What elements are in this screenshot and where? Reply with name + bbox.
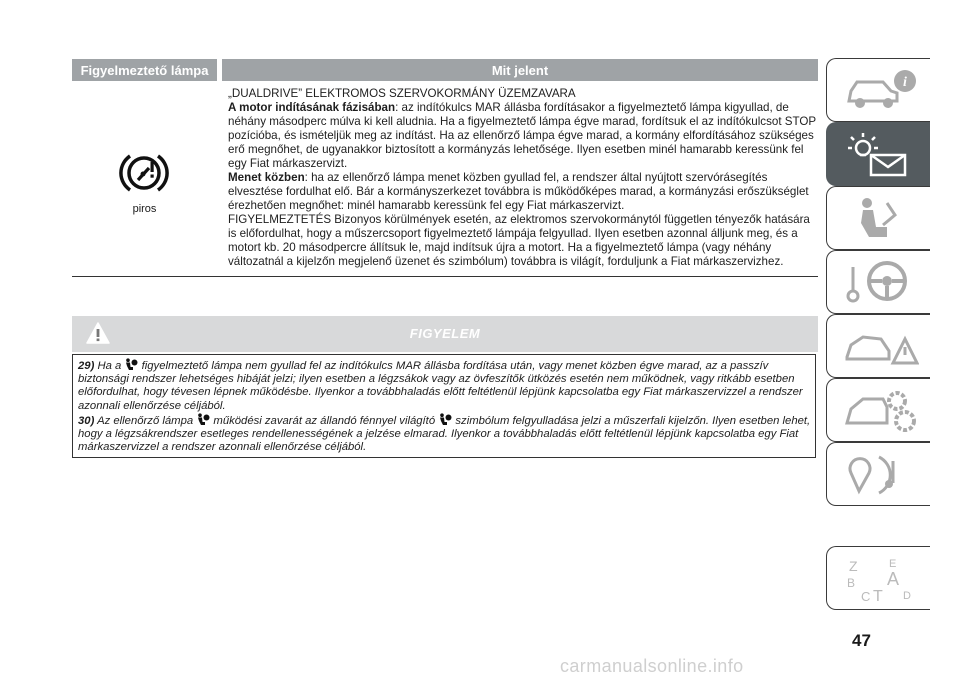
tab-multimedia[interactable]: [826, 442, 930, 506]
car-accident-icon: [843, 323, 919, 371]
index-letter: A: [887, 569, 900, 589]
note-text: Ha a: [97, 360, 122, 372]
warning-light-message-icon: [843, 131, 919, 179]
table-row: [72, 84, 818, 276]
car-maintenance-gears-icon: [843, 387, 919, 435]
tab-starting-driving[interactable]: [826, 250, 930, 314]
paragraph-notice: FIGYELMEZTETÉS Bizonyos körülmények esetén, az elektromos szervokormánytól független tényezők hatására is előfordulhat, hogy a műszercsoport figyelmeztető lámpája felgyullad. Ilyen esetben azonnal álljunk meg, és a motort kb. 20 másodpercre állítsuk le, majd indítsuk újra a motort. Ha a figyelmeztető lámpa (vagy néhány változatnál a kijelzőn megjelenő üzenet és szimbólum) továbbra is világít, forduljunk a Fiat márkaszervizhez.: [228, 213, 810, 268]
meaning-cell: [222, 84, 818, 276]
seat-airbag-icon: [843, 195, 919, 243]
tab-emergency[interactable]: [826, 314, 930, 378]
index-letter: C: [861, 589, 871, 603]
warning-title: FIGYELEM: [409, 326, 481, 341]
tab-car-info[interactable]: [826, 58, 930, 122]
bold-label: Menet közben: [228, 171, 305, 184]
header-warning-lamp: Figyelmeztető lámpa: [72, 59, 217, 81]
lamp-color-label: piros: [132, 203, 157, 215]
index-letter: D: [903, 590, 911, 602]
warning-body: [72, 354, 816, 458]
note-text: működési zavarát az állandó fénnyel világító: [213, 414, 436, 427]
table-header: [72, 59, 818, 81]
warning-header: [72, 316, 818, 352]
note-30: [78, 413, 811, 455]
page-number: 47: [852, 631, 871, 650]
multimedia-navigation-icon: [843, 451, 919, 499]
header-meaning: Mit jelent: [222, 59, 818, 81]
note-number: 30): [78, 414, 95, 427]
key-steering-wheel-icon: [843, 259, 919, 307]
index-letter: Z: [849, 558, 858, 574]
airbag-icon: [124, 358, 138, 371]
tab-safety[interactable]: [826, 186, 930, 250]
bold-label: A motor indításának fázisában: [228, 101, 396, 114]
airbag-icon: [438, 413, 452, 426]
index-letter: B: [847, 576, 856, 590]
paragraph-while-driving: [228, 171, 818, 213]
car-info-icon: [843, 67, 919, 115]
index-letter: E: [889, 558, 897, 570]
note-29: [78, 358, 811, 413]
note-number: 29): [78, 360, 95, 372]
section-title: „DUALDRIVE” ELEKTROMOS SZERVOKORMÁNY ÜZEMZAVARA: [228, 87, 576, 100]
alphabetical-index-icon: [843, 555, 919, 603]
paragraph-text: : ha az ellenőrző lámpa menet közben gyullad fel, a rendszer által nyújtott szervórásegítés elvesztése fordulhat elő. Bár a kormányszerkezet továbbra is működőképes marad, a kormányzási erőszükséglet érezhetően megnőhet: minél hamarabb keressünk fel egy Fiat márkaszervizt.: [228, 171, 809, 212]
tab-index[interactable]: [826, 546, 930, 610]
note-text: figyelmeztető lámpa nem gyullad fel az indítókulcs MAR állásba fordítása után, vagy menet közben égve marad, az a passzív biztonsági rendszer lehetséges hibáját jelzi; ilyen esetben a légzsákok vagy az övfeszítők ütközés esetén nem működnek, vagy ritkább esetben előfordulhat, hogy tévesen lépnek működésbe. Ilyenkor a továbbhaladás előtt feltétlenül lépjünk kapcsolatba egy Fiat márkaszervizzel a rendszer azonnali ellenőrzése céljából.: [78, 360, 803, 412]
watermark: carmanualsonline.info: [560, 656, 744, 676]
note-text: Az ellenőrző lámpa: [97, 414, 194, 427]
paragraph-engine-start: [228, 101, 818, 171]
steering-warning-icon: [119, 150, 169, 196]
index-letter: T: [873, 588, 883, 603]
airbag-icon: [196, 413, 210, 426]
lamp-cell: [72, 84, 217, 276]
tab-maintenance[interactable]: [826, 378, 930, 442]
paragraph-text: : az indítókulcs MAR állásba fordításakor a figyelmeztető lámpa kigyullad, de néhány másodperc múlva ki kell aludnia. Ha a figyelmeztető lámpa égve marad, fordítsuk el az indítókulcsot STOP pozícióba, és ismételjük meg az indítást. Ha az ellenőrző lámpa égve marad, a kormány elfordításához szükséges erő megnőhet, de ugyanakkor biztosított a kormányzás lehetősége. Ilyen esetben minél hamarabb keressünk fel egy Fiat márkaszervizt.: [228, 101, 816, 170]
svg-text:i: i: [903, 75, 907, 90]
table-bottom-rule: [72, 276, 818, 277]
tab-warning-lights[interactable]: [826, 122, 930, 186]
note-text: szimbólum felgyulladása jelzi a műszerfali kijelzőn. Ilyen esetben lehet, hogy a légzsákrendszer esetleges rendellenességének a jelzése elmarad. Ilyenkor a továbbhaladás előtt feltétlenül lépjünk kapcsolatba egy Fiat márkaszervizzel a rendszer azonnali ellenőrzése céljából.: [78, 414, 811, 454]
